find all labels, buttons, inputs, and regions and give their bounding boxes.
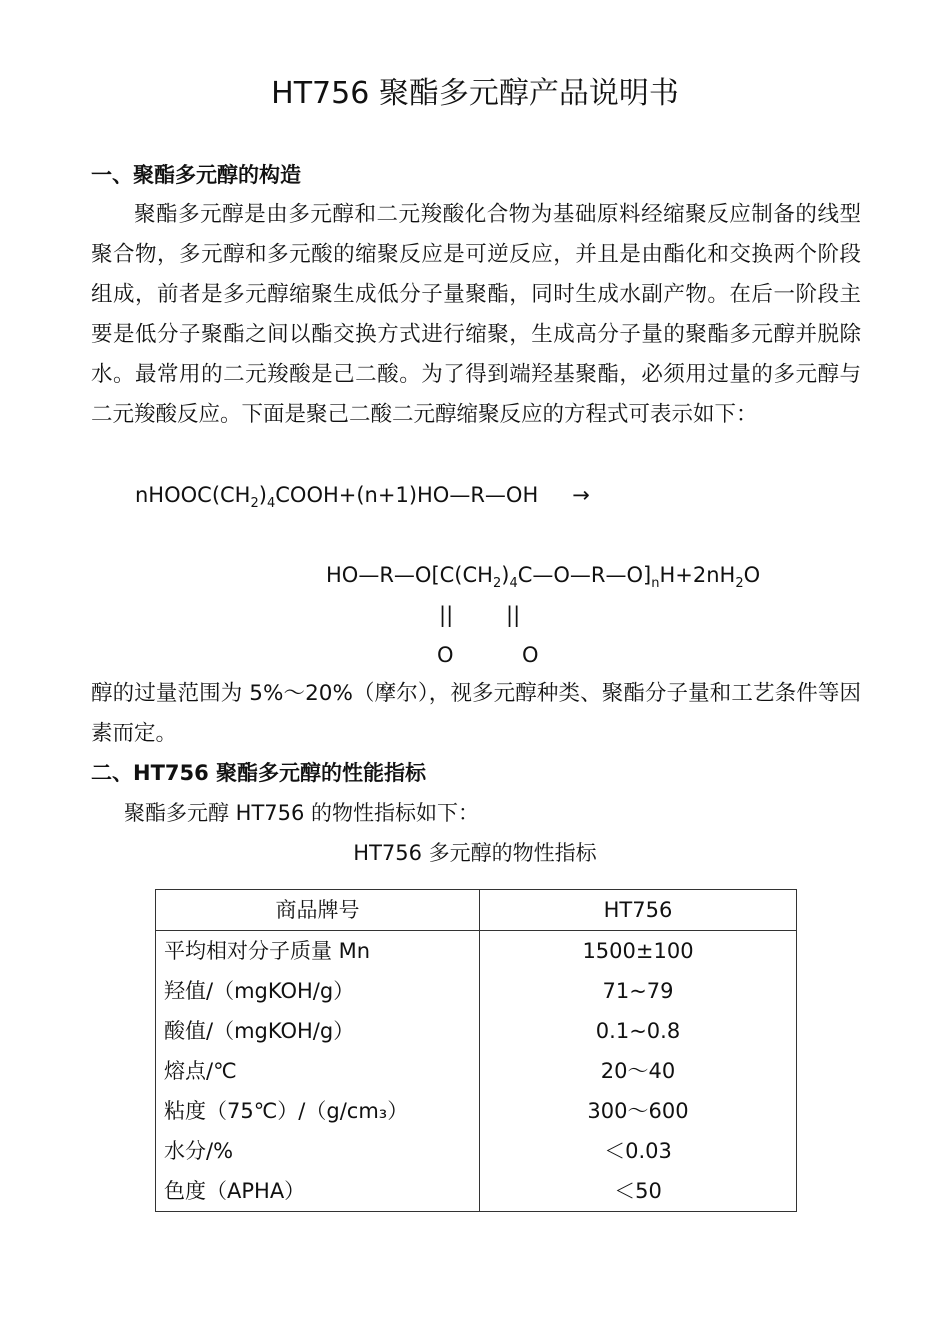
property-value: ＜50 — [480, 1171, 797, 1212]
double-bond-2: || — [506, 603, 521, 627]
property-name: 羟值/（mgKOH/g） — [156, 971, 480, 1011]
table-row — [156, 1011, 797, 1051]
section-1-paragraph-2: 醇的过量范围为 5%～20%（摩尔），视多元醇种类、聚酯分子量和工艺条件等因素而定。 — [91, 681, 861, 746]
header-cell: HT756 — [480, 890, 797, 931]
property-name: 色度（APHA） — [156, 1171, 480, 1212]
double-bond-1: || — [439, 603, 454, 627]
property-value: ＜0.03 — [480, 1131, 797, 1171]
property-name: 酸值/（mgKOH/g） — [156, 1011, 480, 1051]
section-1-heading: 一、聚酯多元醇的构造 — [91, 163, 301, 187]
section-2-heading: 二、HT756 聚酯多元醇的性能指标 — [91, 761, 427, 785]
property-value: 1500±100 — [480, 931, 797, 972]
table-header-row — [156, 890, 797, 931]
carbonyl-oxygen-2: O — [522, 643, 539, 667]
property-name: 平均相对分子质量 Mn — [156, 931, 480, 972]
table-title: HT756 多元醇的物性指标 — [353, 841, 597, 865]
carbonyl-oxygen-1: O — [437, 643, 454, 667]
property-value: 71~79 — [480, 971, 797, 1011]
property-name: 水分/% — [156, 1131, 480, 1171]
property-name: 熔点/℃ — [156, 1051, 480, 1091]
table-row — [156, 931, 797, 972]
table-row — [156, 1171, 797, 1212]
property-value: 300～600 — [480, 1091, 797, 1131]
properties-table — [155, 889, 797, 1212]
property-value: 20～40 — [480, 1051, 797, 1091]
equation-products: $HO—R—O[C(CH_2)_4C—O—R—O]_nH+2nH_2O$ — [326, 563, 761, 591]
property-name: 粘度（75℃）/（g/cm₃） — [156, 1091, 480, 1131]
page-title: HT756 聚酯多元醇产品说明书 — [271, 76, 679, 111]
section-1-paragraph: 聚酯多元醇是由多元醇和二元羧酸化合物为基础原料经缩聚反应制备的线型聚合物，多元醇和多元酸的缩聚反应是可逆反应，并且是由酯化和交换两个阶段组成，前者是多元醇缩聚生成低分子量聚酯，同时生成水副产物。在后一阶段主要是低分子聚酯之间以酯交换方式进行缩聚，生成高分子量的聚酯多元醇并脱除水。最常用的二元羧酸是己二酸。为了得到端羟基聚酯，必须用过量的多元醇与二元羧酸反应。下面是聚己二酸二元醇缩聚反应的方程式可表示如下： — [91, 202, 861, 427]
table-row — [156, 971, 797, 1011]
table-row — [156, 1051, 797, 1091]
table-row — [156, 1091, 797, 1131]
section-2-intro: 聚酯多元醇 HT756 的物性指标如下： — [124, 801, 480, 825]
table-row — [156, 1131, 797, 1171]
property-value: 0.1~0.8 — [480, 1011, 797, 1051]
reaction-arrow: → — [572, 483, 590, 507]
header-cell: 商品牌号 — [156, 890, 480, 931]
equation-reactants: $nHOOC(CH_2)_4COOH+(n+1)HO—R—OH$ → — [135, 483, 590, 511]
